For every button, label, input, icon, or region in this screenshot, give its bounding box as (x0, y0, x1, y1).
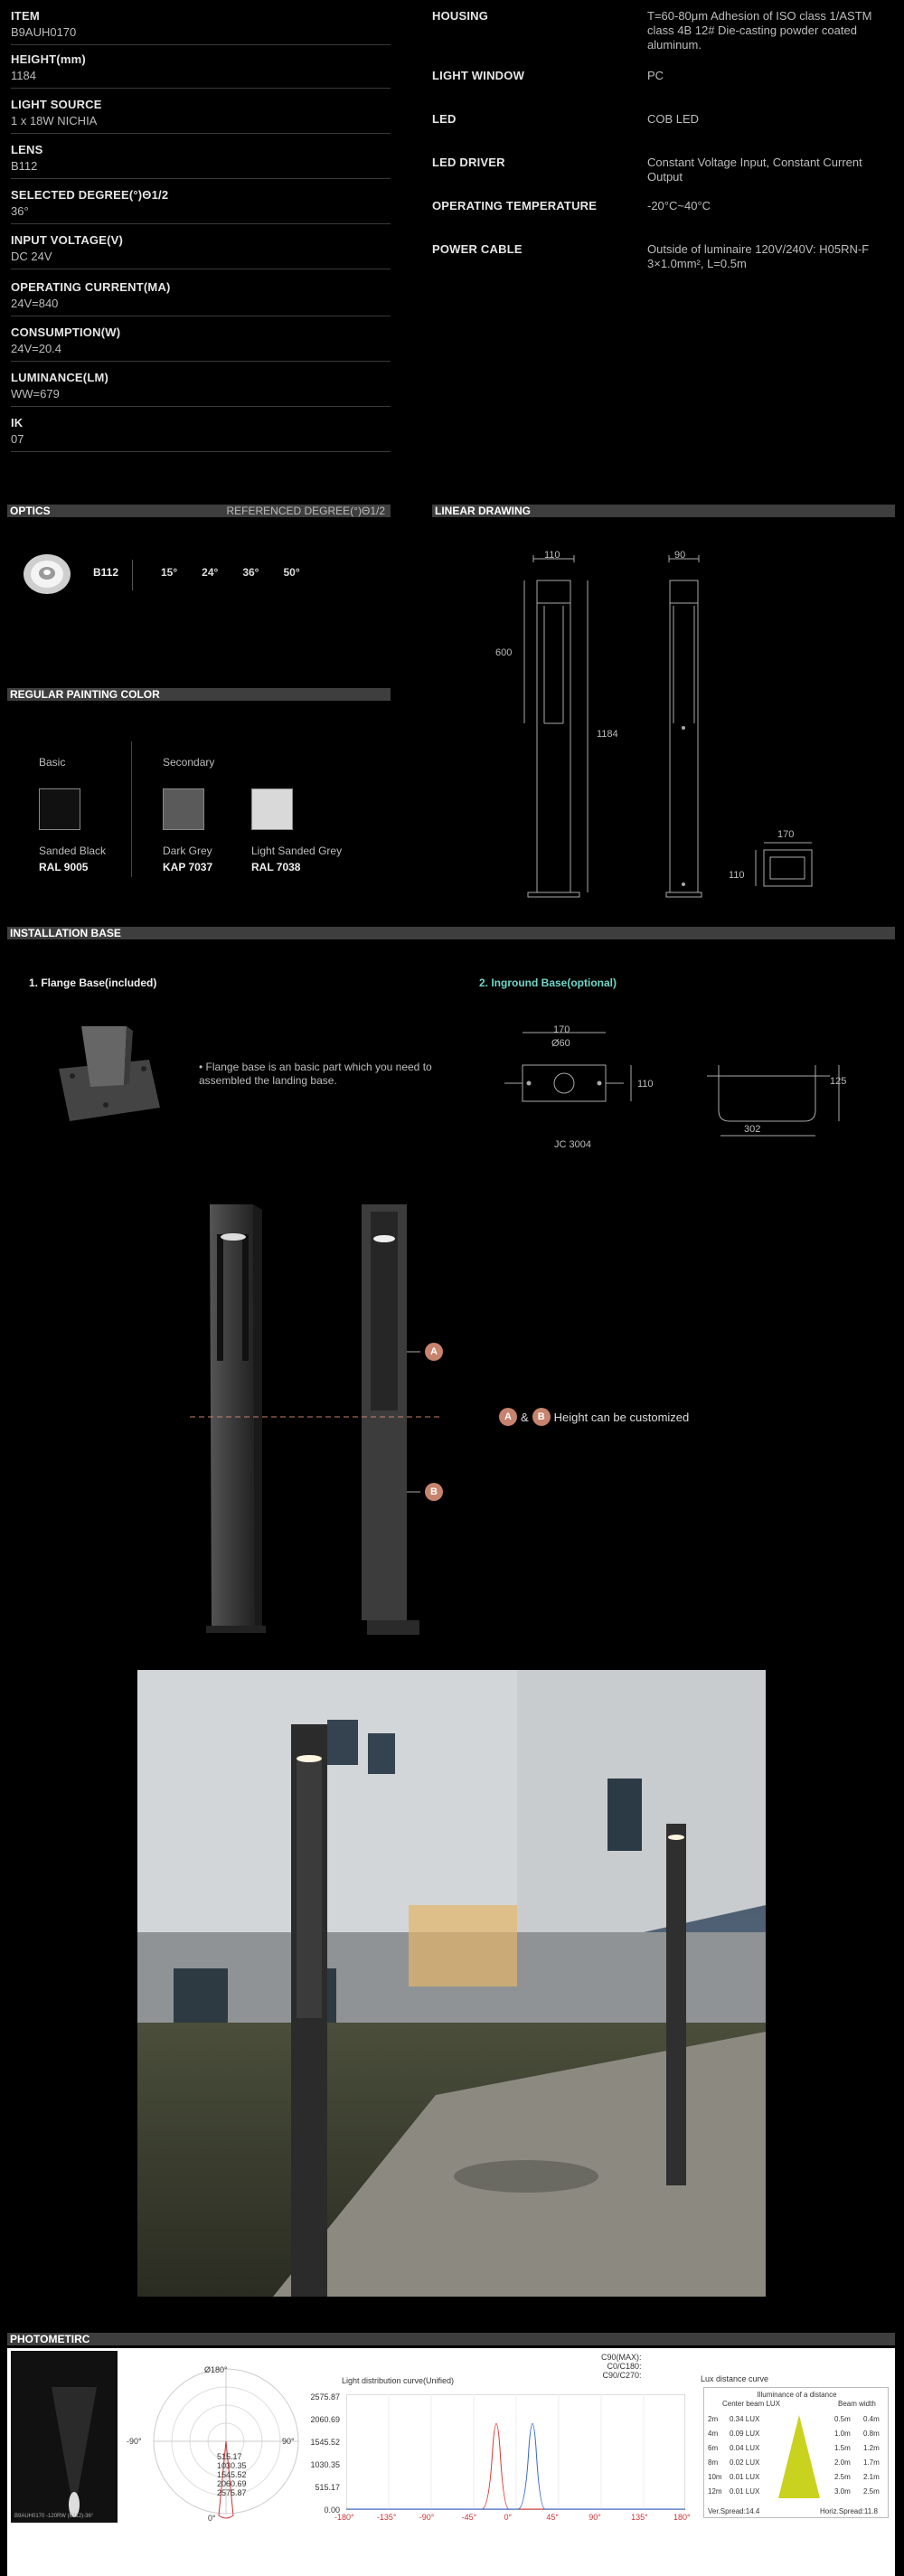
lux-col-width: Beam width (838, 2400, 876, 2408)
lux-cell: 2.0m (834, 2458, 851, 2467)
c-labels (601, 2353, 642, 2380)
product-renders (190, 1194, 443, 1646)
spec-label: LED (432, 112, 457, 126)
spec-value: 24V=20.4 (11, 342, 62, 355)
spec-value: -20°C~40°C (647, 199, 711, 212)
x-tick: -90° (419, 2513, 435, 2522)
y-tick: 0.00 (324, 2505, 340, 2515)
lux-row (708, 2444, 887, 2458)
spec-value: DC 24V (11, 250, 52, 263)
amp: & (521, 1410, 529, 1424)
spec-row (432, 156, 902, 199)
spec-label: HEIGHT(mm) (11, 52, 86, 66)
spec-label: OPERATING TEMPERATURE (432, 199, 598, 212)
optics-header: OPTICS REFERENCED DEGREE(°)Θ1/2 (7, 505, 391, 517)
beam-thumbnail (11, 2351, 118, 2523)
spec-value: COB LED (647, 112, 700, 126)
c-label: C90/C270: (602, 2371, 642, 2380)
custom-height-note (499, 1408, 689, 1426)
lux-cell: 1.5m (834, 2444, 851, 2452)
lux-row (708, 2473, 887, 2487)
lux-cell: 1.7m (863, 2458, 880, 2467)
x-tick: -180° (334, 2513, 354, 2522)
degree-option: 36° (242, 566, 259, 579)
spec-label: LUMINANCE(LM) (11, 371, 109, 384)
degree-option: 24° (202, 566, 219, 579)
lux-row (708, 2430, 887, 2444)
c-label: C90(MAX): (601, 2353, 642, 2362)
spec-value: 1184 (11, 69, 36, 82)
x-tick: -135° (376, 2513, 397, 2522)
c-label: C0/C180: (607, 2362, 642, 2371)
degree-option: 50° (283, 566, 300, 579)
curve-title: Light distribution curve(Unified) (342, 2376, 455, 2385)
marker-b: B (425, 1483, 443, 1501)
spec-label: CONSUMPTION(W) (11, 326, 121, 339)
dim-600: 600 (495, 647, 513, 658)
x-tick: 45° (546, 2513, 559, 2522)
lux-cell: 2.5m (834, 2473, 851, 2481)
ig-dim-170: 170 (553, 1024, 570, 1035)
scene-photo (137, 1670, 766, 2297)
lux-cell: 0.01 LUX (730, 2487, 760, 2496)
lux-cell: 2.1m (863, 2473, 880, 2481)
spec-row (11, 280, 391, 316)
inground-title: 2. Inground Base(optional) (479, 977, 617, 989)
polar-right: 90° (282, 2437, 295, 2446)
x-tick: 90° (589, 2513, 601, 2522)
lux-col-center: Center beam LUX (722, 2400, 781, 2408)
spec-value: Constant Voltage Input, Constant Current Output (647, 156, 862, 184)
spec-label: LENS (11, 143, 43, 156)
spec-label: LED DRIVER (432, 156, 505, 169)
polar-bottom: 0° (208, 2514, 216, 2523)
color-name: Dark Grey (163, 845, 212, 857)
note-badge-a: A (499, 1408, 517, 1426)
spec-row (432, 199, 902, 242)
spec-row (11, 52, 391, 89)
lux-cell: 2m (708, 2415, 719, 2423)
lux-cell: 2.5m (863, 2487, 880, 2496)
note-badge-b: B (532, 1408, 551, 1426)
spec-label: INPUT VOLTAGE(V) (11, 233, 124, 247)
color-code: RAL 9005 (39, 861, 89, 873)
x-ticks (334, 2513, 696, 2524)
degree-option: 15° (161, 566, 178, 579)
secondary-label: Secondary (163, 756, 215, 769)
spec-row (432, 242, 902, 286)
spec-value: 1 x 18W NICHIA (11, 114, 98, 127)
spec-value: WW=679 (11, 387, 60, 401)
color-swatch (251, 788, 293, 830)
polar-value: 515.17 (217, 2452, 242, 2461)
dim-90-top: 90 (674, 550, 686, 561)
spec-value: 36° (11, 204, 29, 218)
polar-value: 1545.52 (217, 2470, 247, 2479)
spec-row (11, 371, 391, 407)
photometric-header: PHOTOMETIRC (7, 2333, 895, 2345)
polar-value: 2060.69 (217, 2479, 247, 2488)
linear-drawing (488, 543, 850, 922)
lux-cell: 0.34 LUX (730, 2415, 760, 2423)
spec-value: T=60-80μm Adhesion of ISO class 1/ASTM class 4B 12# Die-casting powder coated aluminum. (647, 9, 872, 52)
spec-value: B9AUH0170 (11, 25, 77, 39)
x-tick: 135° (631, 2513, 648, 2522)
lux-row (708, 2458, 887, 2473)
x-tick: 180° (673, 2513, 691, 2522)
lux-cell: 0.4m (863, 2415, 880, 2423)
painting-divider (131, 741, 132, 877)
polar-left: -90° (127, 2437, 142, 2446)
lux-cell: 0.8m (863, 2430, 880, 2438)
polar-value: 1030.35 (217, 2461, 247, 2470)
y-tick: 1030.35 (310, 2460, 340, 2469)
x-tick: 0° (504, 2513, 513, 2522)
color-swatch (39, 788, 80, 830)
lux-table (703, 2387, 889, 2518)
spec-label: LIGHT WINDOW (432, 69, 525, 82)
y-tick: 2060.69 (310, 2415, 340, 2424)
degree-options (161, 566, 300, 579)
lens-image (22, 552, 72, 597)
dim-170-base: 170 (777, 829, 795, 840)
spec-label: HOUSING (432, 9, 489, 23)
lux-title: Lux distance curve (701, 2374, 769, 2383)
spec-row (11, 233, 391, 269)
painting-header: REGULAR PAINTING COLOR (7, 688, 391, 701)
spec-row (11, 188, 391, 224)
spec-value: 24V=840 (11, 297, 59, 310)
ig-dim-125: 125 (830, 1076, 847, 1087)
lux-row (708, 2415, 887, 2430)
optics-divider (132, 560, 133, 590)
flange-note: • Flange base is an basic part which you need to assembled the landing base. (199, 1061, 432, 1087)
spread-v: Ver.Spread:14.4 (708, 2507, 760, 2515)
spec-label: ITEM (11, 9, 40, 23)
jc-label: JC 3004 (554, 1139, 591, 1150)
spec-label: OPERATING CURRENT(MA) (11, 280, 171, 294)
lux-cell: 8m (708, 2458, 719, 2467)
lux-cell: 4m (708, 2430, 719, 2438)
y-tick: 515.17 (315, 2483, 340, 2492)
spec-row (432, 112, 902, 156)
lux-cell: 0.02 LUX (730, 2458, 760, 2467)
y-ticks (298, 2392, 344, 2515)
spec-row (11, 9, 391, 45)
basic-label: Basic (39, 756, 66, 769)
dim-110-top: 110 (544, 550, 560, 561)
color-code: KAP 7037 (163, 861, 213, 873)
flange-base-image (50, 1022, 167, 1130)
custom-height-text: Height can be customized (553, 1410, 690, 1424)
lux-sub: Illuminance of a distance (757, 2391, 837, 2399)
dim-110-base: 110 (729, 870, 745, 881)
ig-dim-302: 302 (744, 1124, 761, 1135)
spec-row (11, 143, 391, 179)
lux-cell: 0.04 LUX (730, 2444, 760, 2452)
marker-a: A (425, 1343, 443, 1361)
ig-dim-110: 110 (637, 1079, 654, 1090)
ig-dim-60: Ø60 (551, 1038, 570, 1049)
color-name: Sanded Black (39, 845, 107, 857)
linear-drawing-header: LINEAR DRAWING (432, 505, 895, 517)
spec-row (432, 9, 902, 52)
polar-top: Ø180° (204, 2365, 228, 2374)
lux-row (708, 2487, 887, 2502)
lux-cell: 0.09 LUX (730, 2430, 760, 2438)
spec-value: 07 (11, 432, 24, 446)
polar-value: 2575.87 (217, 2488, 247, 2497)
thumb-label: B9AUH0170 -120RW (B112)-36° (14, 2514, 94, 2519)
y-tick: 2575.87 (310, 2392, 340, 2401)
flange-title: 1. Flange Base(included) (29, 977, 157, 989)
spec-value: Outside of luminaire 120V/240V: H05RN-F 3×1.0mm², L=0.5m (647, 242, 870, 270)
lens-code: B112 (93, 566, 119, 579)
lux-rows (708, 2415, 887, 2502)
spread-h: Horiz.Spread:11.8 (820, 2507, 878, 2515)
spec-label: POWER CABLE (432, 242, 523, 256)
x-tick: -45° (461, 2513, 477, 2522)
lux-cell: 0.01 LUX (730, 2473, 760, 2481)
lux-cell: 10m (708, 2473, 722, 2481)
spec-label: SELECTED DEGREE(°)Θ1/2 (11, 188, 169, 202)
color-name: Light Sanded Grey (251, 845, 343, 857)
spec-row (11, 326, 391, 362)
spec-row (432, 69, 902, 112)
spec-label: LIGHT SOURCE (11, 98, 102, 111)
lux-cell: 12m (708, 2487, 722, 2496)
spec-label: IK (11, 416, 24, 429)
y-tick: 1545.52 (310, 2438, 340, 2447)
lux-cell: 3.0m (834, 2487, 851, 2496)
installation-header: INSTALLATION BASE (7, 927, 895, 939)
distribution-curve (346, 2394, 685, 2510)
spec-row (11, 416, 391, 452)
lux-cell: 0.5m (834, 2415, 851, 2423)
lux-cell: 6m (708, 2444, 719, 2452)
spec-value: PC (647, 69, 664, 82)
color-swatch (163, 788, 204, 830)
dim-1184: 1184 (597, 729, 618, 740)
color-code: RAL 7038 (251, 861, 301, 873)
spec-value: B112 (11, 159, 38, 173)
lux-cell: 1.0m (834, 2430, 851, 2438)
polar-values (217, 2452, 247, 2497)
lux-cell: 1.2m (863, 2444, 880, 2452)
spec-row (11, 98, 391, 134)
